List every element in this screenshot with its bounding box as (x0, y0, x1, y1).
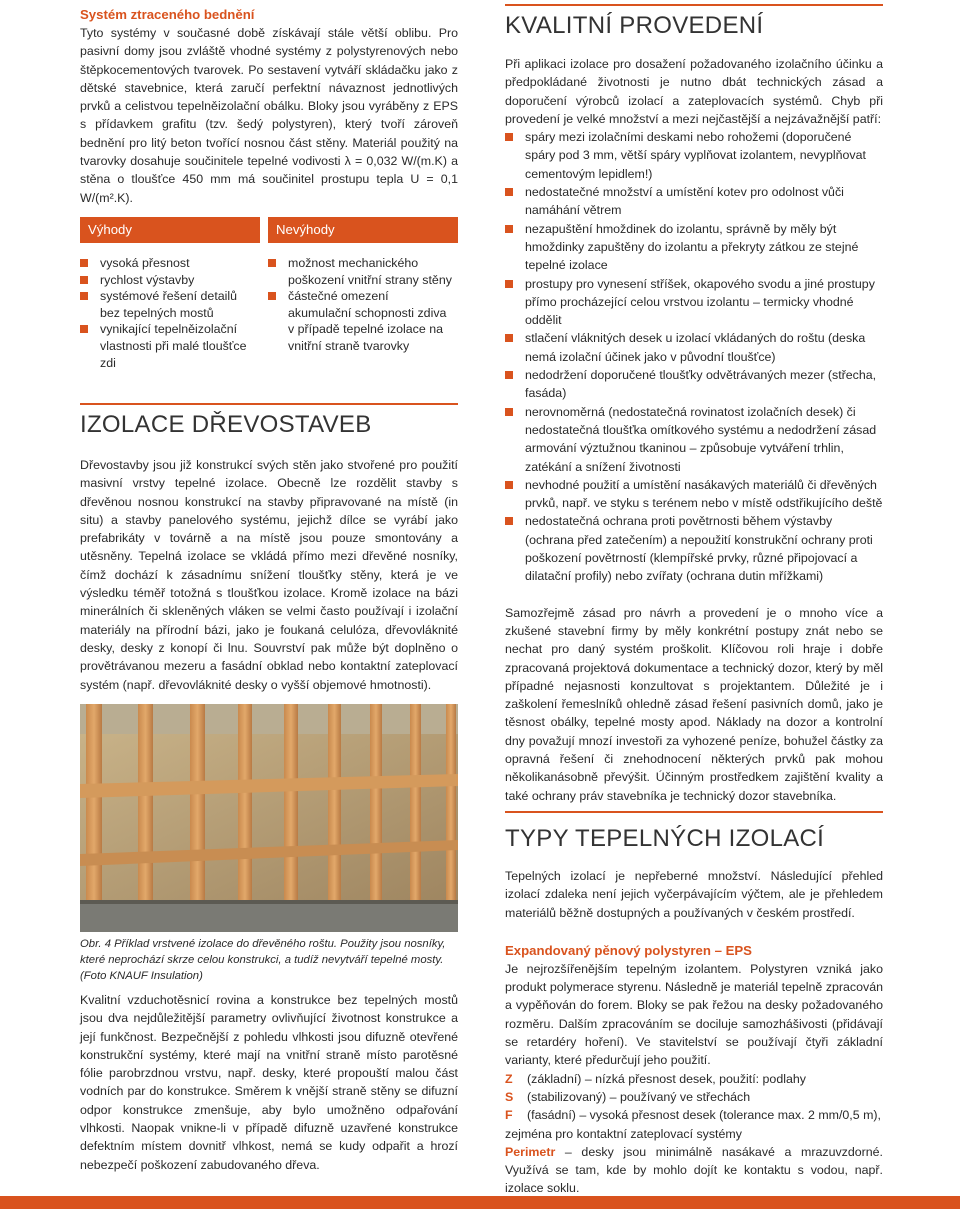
eps-body: Je nejrozšířenějším tepelným izolantem. Polystyren vzniká jako produkt polymerace styrenu. Následně je materiál tepelně zpracován a vypěňován do forem. Bloky se pak řežou na desky požadovaného rozměru. Dalším zpracováním se dociluje samozhášivosti (přidávají se retardéry hoření). Ve stavitelství se používají čtyři základní varianty, které předurčují jeho použití. (505, 961, 883, 1068)
list-item: nerovnoměrná (nedostatečná rovinatost izolačních desek) či nedostatečná tloušťka omítkového systému a nedodržení zásad armování výztužnou tkaninou – způsobuje vytváření trhlin, zatékání a snížení životnosti (505, 403, 883, 476)
variant-letter: F (505, 1108, 513, 1123)
cons-list (268, 255, 458, 355)
list-item: systémové řešení detailů bez tepelných mostů (80, 288, 256, 321)
pros-list (80, 255, 260, 371)
list-item: nezapuštění hmoždinek do izolantu, správně by měly být hmoždinky zapuštěny do izolantu a překryty zátkou ze stejné tepelné izolace (505, 220, 883, 275)
perimetr-paragraph (505, 1143, 883, 1198)
list-item: nedostatečná ochrana proti povětrnosti během výstavby (ochrana před zatečením) a nepoužití konstrukční ochrany proti poškození povětrností (klempířské prvky, různé připojovací a dilatační profily) nebo zvířaty (ochrana dutin mřížkami) (505, 512, 883, 585)
variant-letter: Z (505, 1071, 513, 1086)
divider (80, 403, 458, 405)
divider (505, 4, 883, 6)
cons-box (268, 217, 458, 355)
list-item: rychlost výstavby (80, 272, 256, 289)
pros-box (80, 217, 260, 371)
list-item: nedodržení doporučené tloušťky odvětrávaných mezer (střecha, fasáda) (505, 366, 883, 403)
kvalitni-provedeni-section (505, 11, 883, 805)
variant-row (505, 1070, 883, 1088)
izolace-drevostaveb-section (80, 410, 458, 694)
perimetr-label: Perimetr (505, 1144, 556, 1159)
list-item: vynikající tepelněizolační vlastnosti při malé tloušťce zdi (80, 321, 256, 371)
error-list (505, 128, 883, 585)
section-heading: Systém ztraceného bednění (80, 7, 255, 22)
section-body: Tyto systémy v současné době získávají stále větší oblibu. Pro pasivní domy jsou zvláště vhodné systémy z polystyrenových nebo štěpkocementových tvarovek. Po sestavení vytváří skládačku jako z dětské stavebnice, která zaručí perfektní návaznost jednotlivých prvků a celistvou tepelněizolační obálku. Bloky jsou vyráběny z EPS s přídavkem grafitu (tzv. šedý polystyren), který tvoří zároveň bednění pro litý beton tvořící nosnou část stěny. Materiál použitý na tvarovky dosahuje součinitele tepelné vodivosti λ = 0,032 W/(m.K) a stěna o tloušťce 450 mm má součinitel prostupu tepla U = 0,1 W/(m².K). (80, 26, 458, 205)
section-intro: Při aplikaci izolace pro dosažení požadovaného izolačního účinku a předpokládané životnosti je nutno dbát technických zásad a doporučení výrobců izolací a zateplovacích systémů. Chyb při provedení je velké množství a mezi nejčastější a nejzávažnější patří: (505, 57, 883, 126)
section-intro: Tepelných izolací je nepřeberné množství. Následující přehled izolací zdaleka není jejich vyčerpávajícím výčtem, ale je přehledem materiálů běžně dostupných a používaných v českém prostředí. (505, 869, 883, 920)
variant-text: (základní) – nízká přesnost desek, použití: podlahy (527, 1071, 806, 1086)
section-outro: Samozřejmě zásad pro návrh a provedení je o mnoho více a zkušené stavební firmy by měly konkrétní postupy znát nebo se nechat pro daný systém proškolit. Klíčovou roli hraje i dobře zpracovaná projektová dokumentace a technický dozor, který by měl případné nejasnosti konzultovat s projektantem. Důležité je i zaškolení řemeslníků ohledně zásad řešení pasivních domů, jako je těsnost obálky, tepelné mosty apod. Náklady na dozor a kontrolní dny považují mnozí investoři za vyhozené peníze, bohužel částky za opravná řešení či znehodnocení některých prvků pak mohou několikanásobně převýšit. Účinným prostředkem zajištění kvality a také ochrany práv stavebníka je technický dozor stavebníka. (505, 605, 883, 803)
figure-caption (80, 937, 464, 984)
section-title: TYPY TEPELNÝCH IZOLACÍ (505, 825, 825, 852)
perimetr-text: – desky jsou minimálně nasákavé a mrazuvzdorné. Využívá se tam, kde by mohlo dojít ke kontaktu s vodou, např. izolace soklu. (505, 1144, 883, 1196)
eps-variants (505, 1070, 883, 1143)
variant-row (505, 1106, 883, 1143)
footer-bar (0, 1196, 960, 1209)
variant-text: (fasádní) – vysoká přesnost desek (tolerance max. 2 mm/0,5 m), zejména pro kontaktní zateplovací systémy (505, 1108, 881, 1141)
typy-izolaci-section (505, 824, 883, 1198)
paragraph: Kvalitní vzduchotěsnicí rovina a konstrukce bez tepelných mostů jsou dva nejdůležitější parametry ovlivňující životnost konstrukce a její funkčnost. Bezpečnější z pohledu vlhkosti jsou difuzně otevřené konstrukční systémy, které mají na vnitřní straně místo parotěsné fólie parobrzdnou vrstvu, např. desky, které propouští malou část vodních par do konstrukce. Směrem k vnější straně stěny se difuzní odpor konstrukce zmenšuje, aby bylo umožněno odpařování vlhkosti. Naopak vnikne-li v případě difuzně uzavřené konstrukce defektním místem dovnitř vlhkost, nemá se kudy odpařit a hrozí nebezpečí poškození zabudovaného dřeva. (80, 993, 458, 1172)
ztracene-bedneni-section (80, 6, 458, 207)
list-item: prostupy pro vynesení stříšek, okapového svodu a jiné prostupy přímo procházející celou vrstvou izolantu – termicky vhodné oddělit (505, 275, 883, 330)
eps-heading: Expandovaný pěnový polystyren – EPS (505, 942, 752, 958)
list-item: spáry mezi izolačními deskami nebo rohožemi (doporučené spáry pod 3 mm, větší spáry vyplňovat izolantem, nevyplňovat cementovým lepidlem!) (505, 128, 883, 183)
wood-frame-photo (80, 704, 458, 932)
list-item: částečné omezení akumulační schopnosti zdiva v případě tepelné izolace na vnitřní straně tvarovky (268, 288, 454, 354)
cons-header: Nevýhody (268, 217, 458, 243)
variant-letter: S (505, 1089, 514, 1104)
wood-frame-photo-image (80, 704, 458, 932)
list-item: nedostatečné množství a umístění kotev pro odolnost vůči namáhání větrem (505, 183, 883, 220)
variant-row (505, 1088, 883, 1106)
caption-text: Obr. 4 Příklad vrstvené izolace do dřevěného roštu. Použity jsou nosníky, které neprochází skrze celou konstrukci, a tudíž nevytváří tepelné mosty. (Foto KNAUF Insulation) (80, 938, 446, 982)
section-body: Dřevostavby jsou již konstrukcí svých stěn jako stvořené pro použití masivní vrstvy tepelné izolace. Obecně lze rozdělit stavby s dřevěnou nosnou konstrukcí na stavby připravované na místě (in situ) a stavby panelového systému, jejichž dílce se vyrábí jako prefabrikáty v továrně a na místě jsou pouze smontovány a utěsněny. Tepelná izolace se vkládá přímo mezi dřevěné nosníky, čímž dochází k zásadnímu snížení tloušťky stěny, která je ve výsledku téměř totožná s tloušťkou izolace. Kromě izolace na bázi minerálních či skleněných vláken se velmi často používají i izolační materiály na přírodní bázi, jako je foukaná celulóza, dřevovláknité desky, desky z konopí či lnu. Souvrství pak může být doplněno o provětrávanou mezeru a fasádní obklad nebo kontaktní zateplovací systém (např. dřevovláknité desky o vyšší objemové hmotnosti). (80, 458, 458, 692)
list-item: stlačení vláknitých desek u izolací vkládaných do roštu (deska nemá izolační účinek jako v původní tloušťce) (505, 329, 883, 366)
variant-text: (stabilizovaný) – používaný ve střechách (527, 1089, 751, 1104)
list-item: vysoká přesnost (80, 255, 256, 272)
divider (505, 811, 883, 813)
section-title: IZOLACE DŘEVOSTAVEB (80, 411, 372, 438)
list-item: nevhodné použití a umístění nasákavých materiálů či dřevěných prvků, např. ve styku s terénem nebo v místě odstřikujícího deště (505, 476, 883, 513)
left-bottom-text (80, 991, 458, 1174)
pros-header: Výhody (80, 217, 260, 243)
section-title: KVALITNÍ PROVEDENÍ (505, 12, 764, 39)
list-item: možnost mechanického poškození vnitřní strany stěny (268, 255, 454, 288)
